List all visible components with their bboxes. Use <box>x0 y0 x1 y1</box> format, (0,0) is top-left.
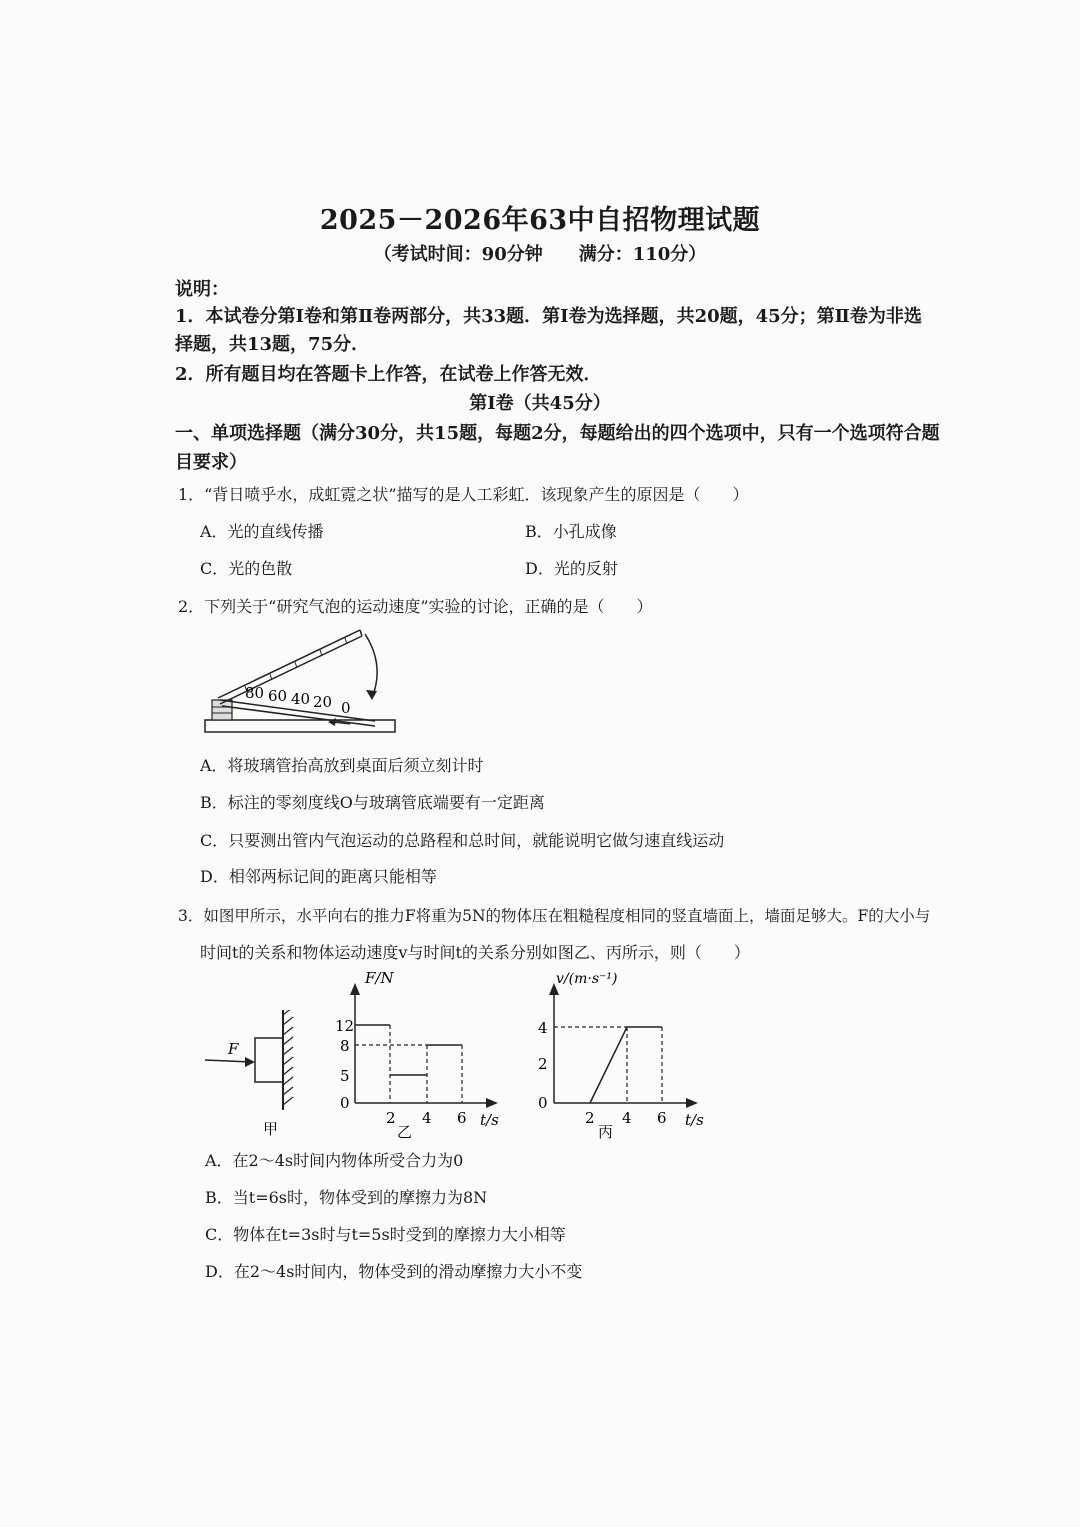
velocity-line <box>590 1027 662 1103</box>
bing-xlabel: t/s <box>685 1111 704 1129</box>
yi-xlabel: t/s <box>480 1111 499 1129</box>
note-2: 2．所有题目均在答题卡上作答，在试卷上作答无效． <box>175 364 602 385</box>
figure-jia-label: 甲 <box>263 1120 279 1138</box>
figure-yi-label: 乙 <box>397 1123 413 1140</box>
rotation-arrow <box>365 634 377 698</box>
q3-option-d: D．在2～4s时间内，物体受到的滑动摩擦力大小不变 <box>205 1262 583 1281</box>
raised-tube-top <box>218 630 360 698</box>
block <box>255 1038 283 1082</box>
note-1-line-a: 1．本试卷分第Ⅰ卷和第Ⅱ卷两部分，共33题．第Ⅰ卷为选择题，共20题，45分；第Ⅱ卷为非选 <box>175 306 922 327</box>
section-heading-a: 一、单项选择题（满分30分，共15题，每题2分，每题给出的四个选项中，只有一个选项符合题 <box>175 423 940 444</box>
yi-ytick-8: 8 <box>340 1037 350 1055</box>
q2-option-c: C．只要测出管内气泡运动的总路程和总时间，就能说明它做匀速直线运动 <box>200 831 725 850</box>
q3-stem-a: 3．如图甲所示，水平向右的推力F将重为5N的物体压在粗糙程度相同的竖直墙面上，墙面足够大。F的大小与 <box>178 907 931 925</box>
q2-stem: 2．下列关于“研究气泡的运动速度”实验的讨论，正确的是（ ） <box>178 597 653 616</box>
yi-xtick-6: 6 <box>457 1109 467 1127</box>
q2-tube-figure <box>200 620 410 742</box>
exam-title: 2025－2026年63中自招物理试题 <box>319 205 761 236</box>
q3-figure-bing <box>530 965 720 1140</box>
q2-option-a: A．将玻璃管抬高放到桌面后须立刻计时 <box>200 756 484 775</box>
force-arrow <box>205 1060 251 1062</box>
bing-xtick-4: 4 <box>622 1109 632 1127</box>
q2-option-b: B．标注的零刻度线O与玻璃管底端要有一定距离 <box>200 793 545 812</box>
bing-ytick-0: 0 <box>538 1094 548 1112</box>
section-heading-b: 目要求） <box>175 452 247 473</box>
table-top <box>205 720 395 732</box>
bing-xtick-2: 2 <box>585 1109 595 1127</box>
yi-ytick-12: 12 <box>335 1017 355 1035</box>
scale-label-20: 20 <box>313 693 333 711</box>
q1-stem: 1．“背日喷乎水，成虹霓之状”描写的是人工彩虹．该现象产生的原因是（ ） <box>178 485 749 504</box>
scale-label-60: 60 <box>268 687 288 705</box>
yi-xtick-2: 2 <box>386 1109 396 1127</box>
scale-label-40: 40 <box>291 690 311 708</box>
q3-figure-jia <box>195 1010 305 1140</box>
yi-ylabel: F/N <box>365 969 394 987</box>
bing-ytick-2: 2 <box>538 1055 548 1073</box>
q3-stem-b: 时间t的关系和物体运动速度v与时间t的关系分别如图乙、丙所示，则（ ） <box>200 943 750 962</box>
note-1-line-b: 择题，共13题，75分． <box>175 334 370 355</box>
notes-heading: 说明： <box>175 279 229 300</box>
yi-ytick-5: 5 <box>340 1067 350 1085</box>
q3-option-b: B．当t=6s时，物体受到的摩擦力为8N <box>205 1188 488 1207</box>
scale-label-80: 80 <box>245 684 265 702</box>
q1-option-b: B．小孔成像 <box>525 522 617 541</box>
q3-figure-yi <box>330 965 515 1140</box>
yi-xtick-4: 4 <box>422 1109 432 1127</box>
bing-ylabel: v/(m·s⁻¹) <box>556 971 618 987</box>
q2-option-d: D．相邻两标记间的距离只能相等 <box>200 867 437 886</box>
exam-subtitle: （考试时间：90分钟 满分：110分） <box>373 244 707 265</box>
yi-ytick-0: 0 <box>340 1094 350 1112</box>
part-title: 第Ⅰ卷（共45分） <box>469 393 611 414</box>
bing-ytick-4: 4 <box>538 1019 548 1037</box>
q1-option-c: C．光的色散 <box>200 559 293 578</box>
figure-bing-label: 丙 <box>598 1123 614 1140</box>
force-label: F <box>228 1040 239 1058</box>
bing-xtick-6: 6 <box>657 1109 667 1127</box>
q1-option-a: A．光的直线传播 <box>200 522 324 541</box>
q1-option-d: D．光的反射 <box>525 559 618 578</box>
scale-label-0: 0 <box>341 699 351 717</box>
q3-option-a: A．在2～4s时间内物体所受合力为0 <box>205 1151 464 1170</box>
q3-option-c: C．物体在t=3s时与t=5s时受到的摩擦力大小相等 <box>205 1225 566 1244</box>
